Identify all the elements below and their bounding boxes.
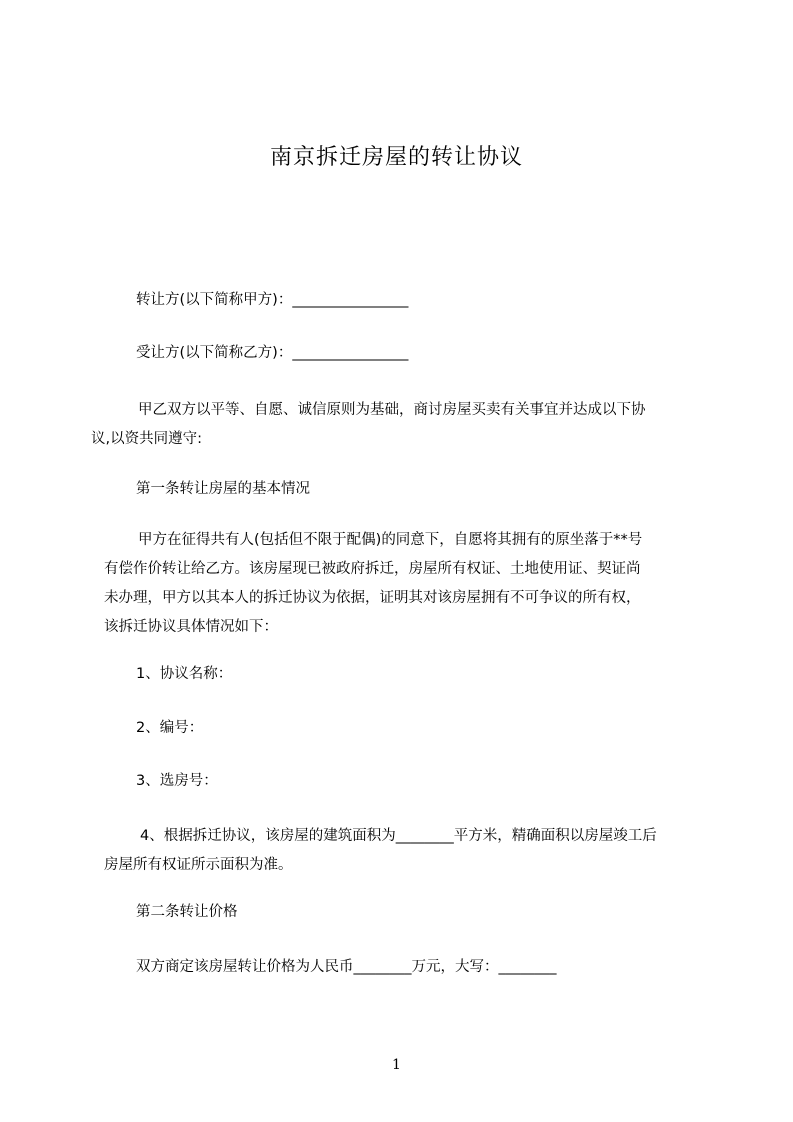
intro-paragraph xyxy=(91,396,710,454)
item-number: 2、编号： xyxy=(136,720,204,736)
article1-line-1: 甲方在征得共有人(包括但不限于配偶)的同意下，自愿将其拥有的原坐落于**号 xyxy=(138,532,643,548)
article1-heading: 第一条转让房屋的基本情况 xyxy=(136,481,310,497)
item-area-line-2: 房屋所有权证所示面积为准。 xyxy=(104,857,293,873)
item-agreement-name: 1、协议名称： xyxy=(136,666,233,682)
item-room-selection: 3、选房号： xyxy=(136,773,218,789)
transferor-line: 转让方(以下简称甲方)：________________ xyxy=(136,292,409,308)
intro-line-2: 议,以资共同遵守: xyxy=(91,431,202,447)
item-area-paragraph xyxy=(104,822,710,880)
article1-line-4: 该拆迁协议具体情况如下： xyxy=(104,619,278,635)
transferee-line: 受让方(以下简称乙方)：________________ xyxy=(136,345,409,361)
article2-price-line: 双方商定该房屋转让价格为人民币________万元，大写：________ xyxy=(136,959,557,975)
article1-line-3: 未办理，甲方以其本人的拆迁协议为依据，证明其对该房屋拥有不可争议的所有权， xyxy=(104,590,641,606)
intro-line-1: 甲乙双方以平等、自愿、诚信原则为基础，商讨房屋买卖有关事宜并达成以下协 xyxy=(138,402,646,418)
page-number: 1 xyxy=(392,1057,401,1073)
article2-heading: 第二条转让价格 xyxy=(136,904,238,920)
article1-line-2: 有偿作价转让给乙方。该房屋现已被政府拆迁，房屋所有权证、土地使用证、契证尚 xyxy=(104,561,641,577)
article1-paragraph xyxy=(104,526,710,642)
item-area-line-1: 4、根据拆迁协议，该房屋的建筑面积为________平方米，精确面积以房屋竣工后 xyxy=(140,828,657,844)
document-title: 南京拆迁房屋的转让协议 xyxy=(269,145,523,170)
